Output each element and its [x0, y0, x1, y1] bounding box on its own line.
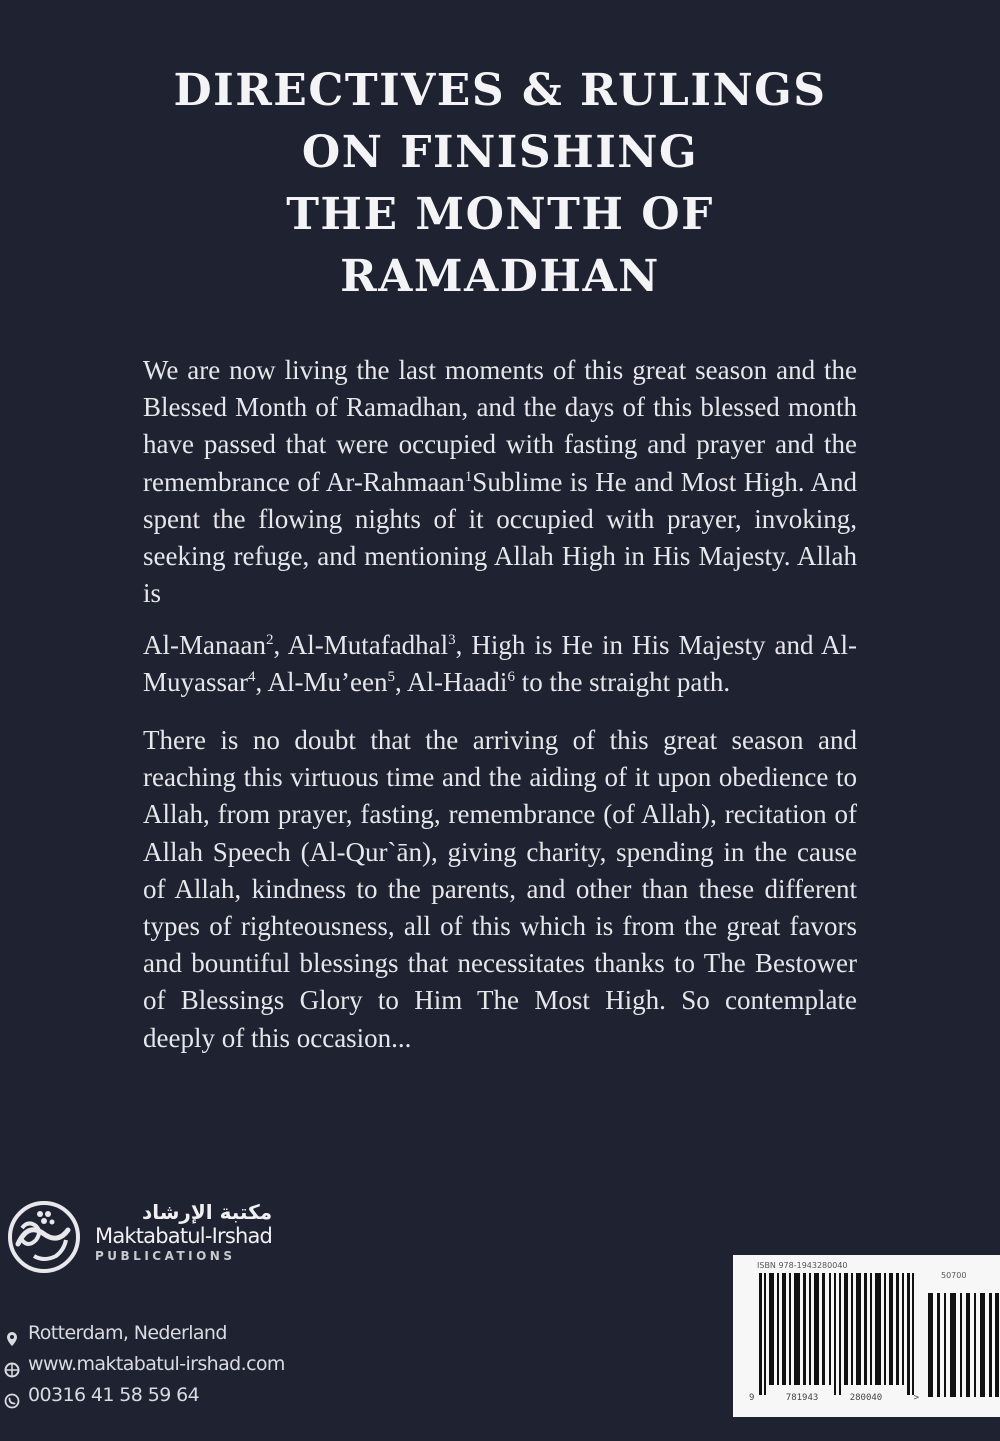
isbn-label: ISBN 978-1943280040: [757, 1261, 848, 1270]
footnote-marker: 2: [265, 632, 274, 648]
maktabatul-irshad-logo-icon: [4, 1198, 84, 1276]
footnote-marker: 3: [448, 632, 456, 648]
title-line-3: THE MONTH OF: [286, 189, 714, 240]
title-line-2: ON FINISHING: [301, 127, 699, 178]
contact-website-link[interactable]: www.maktabatul-irshad.com: [28, 1353, 285, 1375]
title-line-1: DIRECTIVES & RULINGS: [173, 65, 827, 116]
book-title: [0, 60, 1000, 308]
blurb-text: , High is He in His Majesty and Al-Muyassar: [143, 630, 857, 698]
publisher-subtitle: PUBLICATIONS: [95, 1249, 236, 1263]
contact-website[interactable]: [4, 1349, 285, 1380]
barcode-digits-group-2: 280040: [849, 1393, 883, 1403]
barcode-digit-lead: 9: [749, 1393, 755, 1403]
publisher-contact: [4, 1318, 285, 1411]
blurb-paragraph-2: [143, 627, 857, 701]
barcode-digit-trail: >: [913, 1393, 919, 1403]
contact-location-text: Rotterdam, Nederland: [28, 1322, 227, 1344]
blurb-text: to the straight path.: [514, 667, 731, 698]
barcode-bars: [757, 1273, 917, 1395]
footnote-marker: 6: [507, 669, 515, 686]
blurb-text: Al-Manaan: [143, 630, 266, 660]
footnote-marker: 5: [387, 669, 395, 686]
barcode-digits-group-1: 781943: [785, 1393, 819, 1403]
location-pin-icon: [4, 1326, 20, 1342]
barcode-addon-label: 50700: [941, 1271, 967, 1280]
footnote-marker: 4: [247, 669, 256, 686]
blurb-paragraph-1: [143, 352, 857, 612]
publisher-block: [95, 1200, 272, 1264]
blurb-text: , Al-Mutafadhal: [273, 630, 449, 660]
blurb-text: , Al-Mu’een: [255, 667, 388, 698]
contact-phone-text: 00316 41 58 59 64: [28, 1384, 200, 1406]
publisher-name-arabic: مكتبة الإرشاد: [141, 1200, 273, 1224]
globe-icon: [4, 1357, 20, 1373]
publisher-name: Maktabatul-Irshad: [95, 1224, 273, 1248]
blurb-paragraph-3: There is no doubt that the arriving of this great season and reaching this virtuous time and the aiding of it upon obedience to Allah, from prayer, fasting, remembrance (of Allah), recitation of Allah Speech (Al-Qur`ān), giving charity, spending in the cause of Allah, kindness to the parents, and other than these different types of righteousness, all of this which is from the great favors and bountiful blessings that necessitates thanks to The Bestower of Blessings Glory to Him The Most High. So contemplate deeply of this occasion...: [143, 725, 857, 1053]
title-line-4: RAMADHAN: [340, 251, 660, 302]
whatsapp-icon: [4, 1388, 20, 1404]
barcode-addon-bars: [928, 1293, 1000, 1397]
contact-phone: [4, 1380, 285, 1411]
contact-location: [4, 1318, 285, 1349]
blurb-text: We are now living the last moments of this great season and the Blessed Month of Ramadhan, and the days of this blessed month have passed that were occupied with fasting and prayer and the remembrance of Ar-Rahmaan: [143, 355, 857, 497]
footnote-marker: 1: [464, 468, 473, 485]
blurb-text: Sublime is He and Most High. And spent the flowing nights of it occupied with prayer, invoking, seeking refuge, and mentioning Allah High in His Majesty. Allah is: [143, 466, 857, 609]
blurb-text: , Al-Haadi: [394, 667, 508, 698]
barcode-digits: [749, 1393, 919, 1403]
isbn-barcode: [733, 1255, 1000, 1417]
